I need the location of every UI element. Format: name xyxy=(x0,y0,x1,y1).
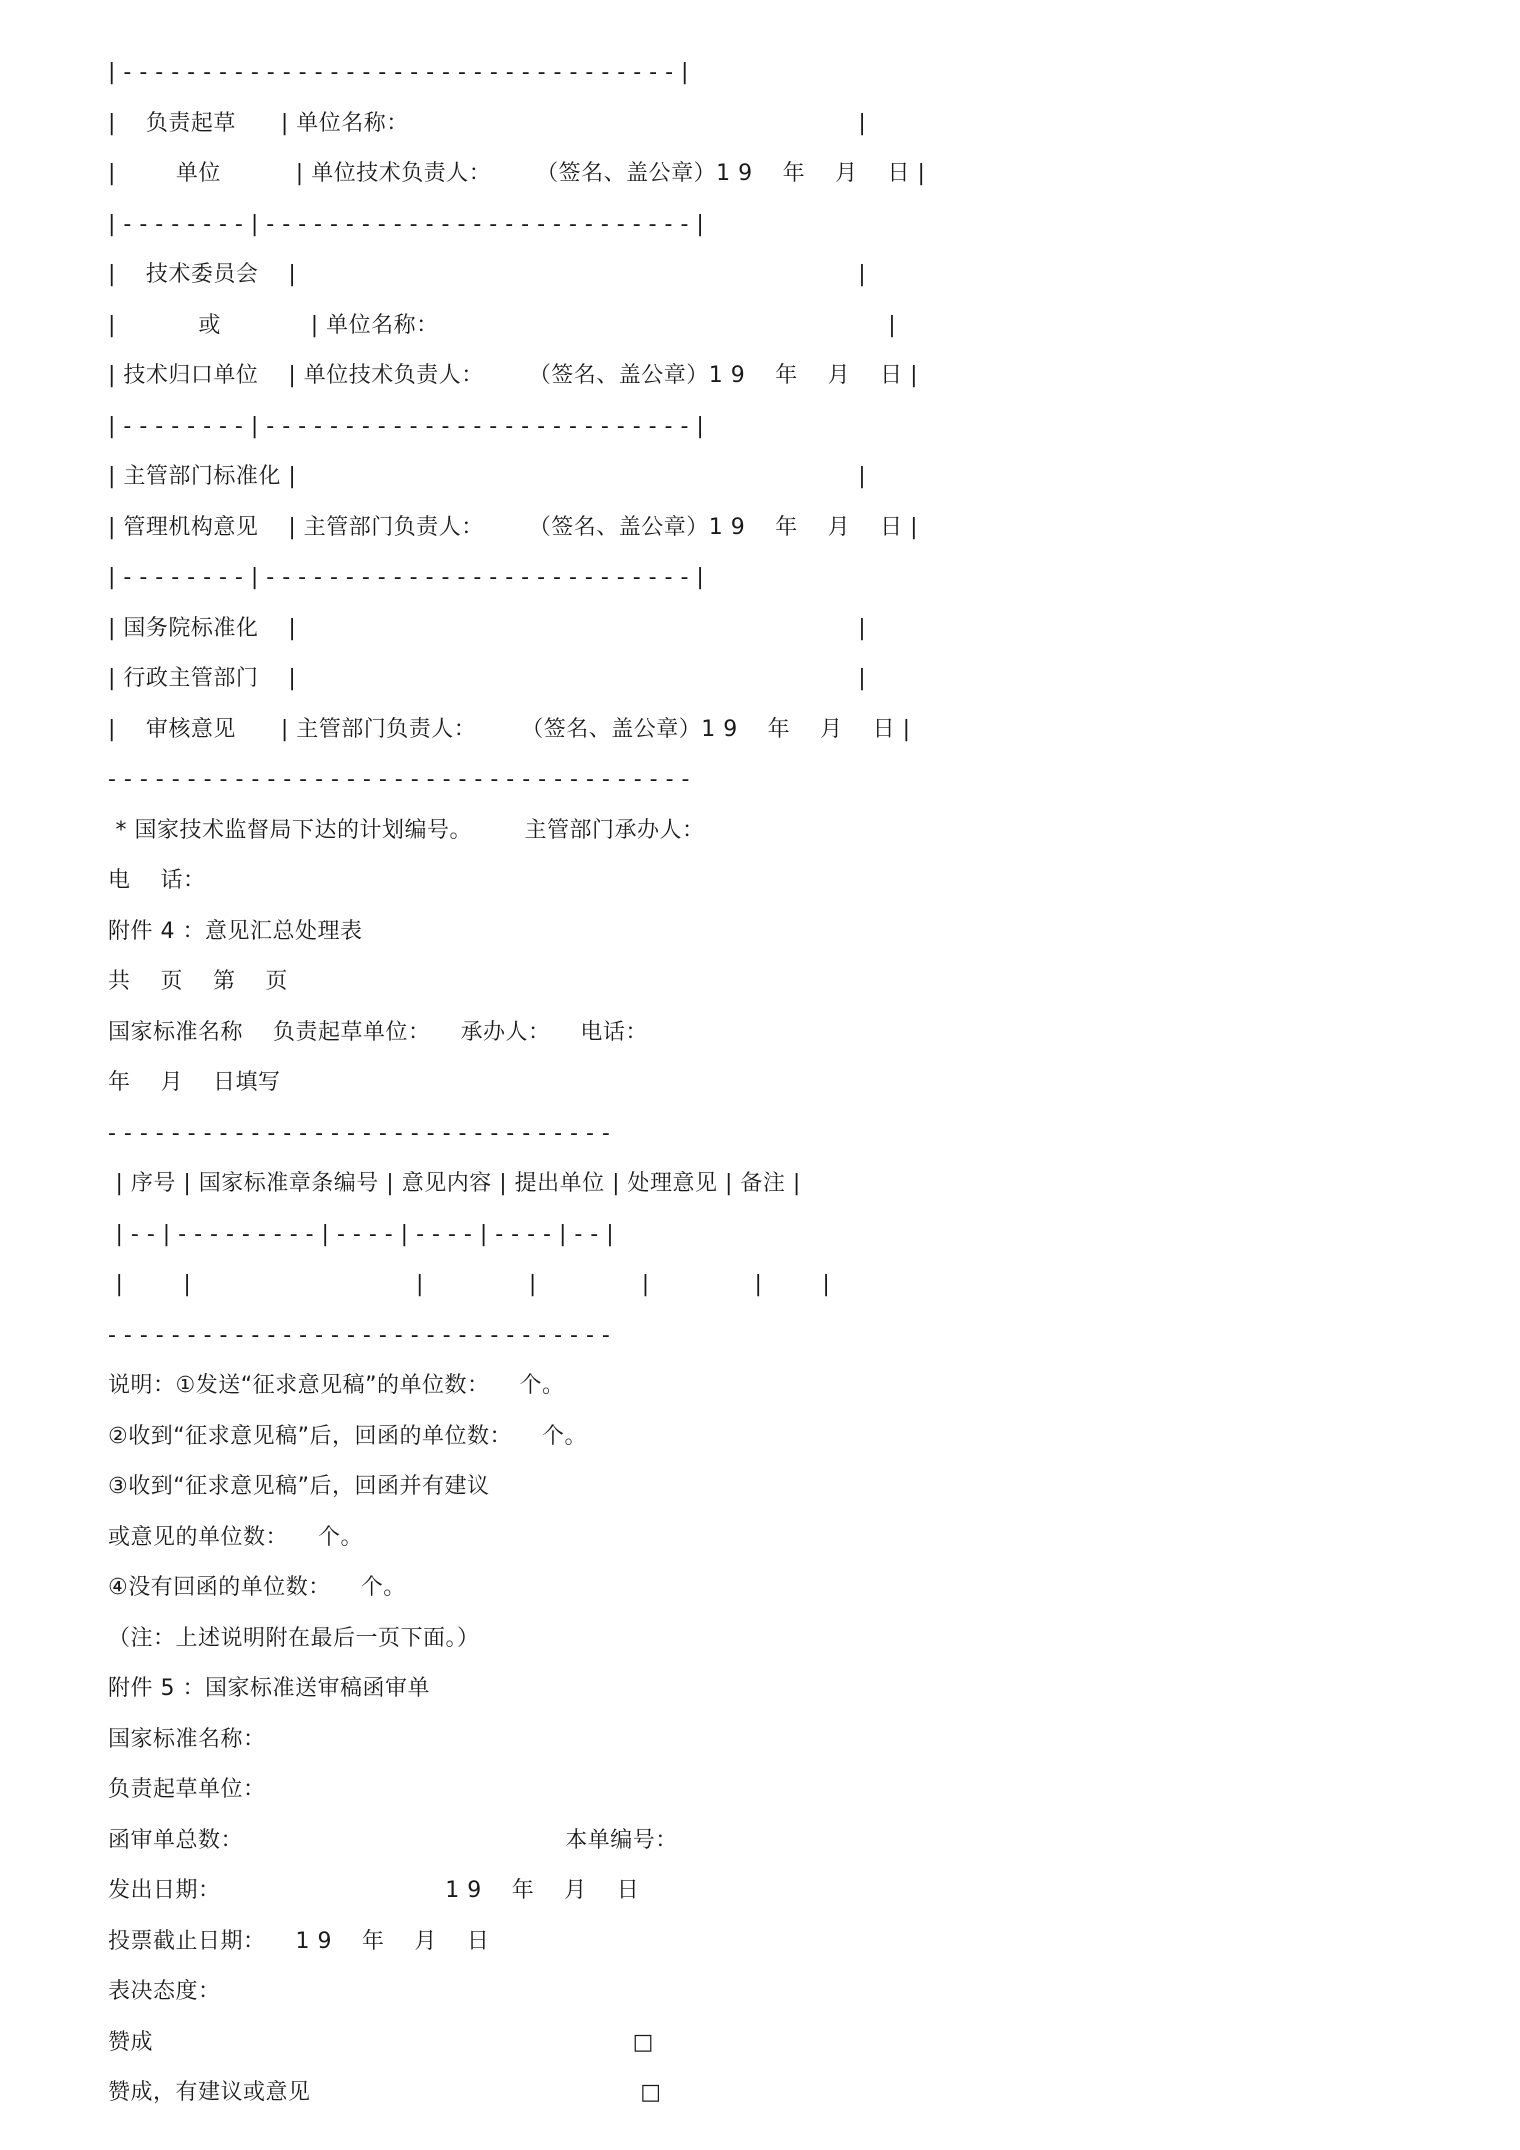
comment-table-border-top: - - - - - - - - - - - - - - - - - - - - - - - - - - - - - - - - xyxy=(108,1120,611,1146)
row-review-signature: | 审核意见 | 主管部门负责人： （签名、盖公章）1 9 年 月 日 | xyxy=(108,716,911,742)
vote-deadline-field: 投票截止日期： 1 9 年 月 日 xyxy=(108,1928,490,1954)
row-admin-dept: | 行政主管部门 | | xyxy=(108,666,867,691)
row-drafting-unit-signature: | 单位 | 单位技术负责人： （签名、盖公章）1 9 年 月 日 | xyxy=(108,161,926,186)
page-count-line: 共 页 第 页 xyxy=(108,969,288,994)
table-divider: | - - - - - - - - | - - - - - - - - - - - - - - - - - - - - - - - - - - - | xyxy=(108,211,705,237)
fill-date-line: 年 月 日填写 xyxy=(108,1070,281,1095)
comment-table-header: | 序号 | 国家标准章条编号 | 意见内容 | 提出单位 | 处理意见 | 备注 | xyxy=(108,1171,801,1196)
row-tech-committee-unit-name: | 或 | 单位名称： | xyxy=(108,312,897,338)
row-state-council: | 国务院标准化 | | xyxy=(108,615,867,641)
note-item-2: ②收到“征求意见稿”后，回函的单位数： 个。 xyxy=(108,1423,587,1449)
attachment-4-title: 附件 4 ：意见汇总处理表 xyxy=(108,918,363,944)
footnote-plan-number: * 国家技术监督局下达的计划编号。 主管部门承办人： xyxy=(108,817,705,843)
standard-name-field: 国家标准名称： xyxy=(108,1726,266,1752)
comment-table-border-bottom: - - - - - - - - - - - - - - - - - - - - - - - - - - - - - - - - xyxy=(108,1322,611,1348)
table-divider: | - - - - - - - - | - - - - - - - - - - - - - - - - - - - - - - - - - - - | xyxy=(108,413,705,439)
note-item-3: ③收到“征求意见稿”后，回函并有建议 xyxy=(108,1474,490,1499)
document-body xyxy=(108,48,1408,2119)
phone-line: 电 话： xyxy=(108,868,206,893)
vote-attitude-label: 表决态度： xyxy=(108,1979,221,2004)
comment-table-empty-row: | | | | | | | xyxy=(108,1272,831,1297)
note-item-4: ④没有回函的单位数： 个。 xyxy=(108,1575,406,1600)
note-remark: （注：上述说明附在最后一页下面。） xyxy=(108,1625,480,1651)
vote-option-approve-with-comments: 赞成，有建议或意见 □ xyxy=(108,2080,662,2105)
table-border-bottom: - - - - - - - - - - - - - - - - - - - - - - - - - - - - - - - - - - - - - xyxy=(108,767,690,792)
drafting-unit-field: 负责起草单位： xyxy=(108,1777,266,1802)
vote-option-approve: 赞成 □ xyxy=(108,2029,654,2055)
row-dept-standardization: | 主管部门标准化 | | xyxy=(108,464,867,489)
comment-table-divider: | - - | - - - - - - - - - | - - - - | - - - - | - - - - | - - | xyxy=(108,1221,615,1247)
note-item-3-cont: 或意见的单位数： 个。 xyxy=(108,1524,363,1550)
table-divider: | - - - - - - - - | - - - - - - - - - - - - - - - - - - - - - - - - - - - | xyxy=(108,565,705,590)
row-tech-committee: | 技术委员会 | | xyxy=(108,262,867,287)
note-item-1: 说明：①发送“征求意见稿”的单位数： 个。 xyxy=(108,1373,565,1398)
attachment-5-title: 附件 5 ：国家标准送审稿函审单 xyxy=(108,1676,430,1701)
issue-date-field: 发出日期： 1 9 年 月 日 xyxy=(108,1878,640,1903)
row-tech-committee-signature: | 技术归口单位 | 单位技术负责人： （签名、盖公章）1 9 年 月 日 | xyxy=(108,363,919,388)
row-drafting-unit-name: | 负责起草 | 单位名称： | xyxy=(108,110,867,136)
table-border-top: | - - - - - - - - - - - - - - - - - - - - - - - - - - - - - - - - - - - | xyxy=(108,60,689,85)
standard-info-line: 国家标准名称 负责起草单位： 承办人： 电话： xyxy=(108,1019,648,1045)
review-count-field: 函审单总数： 本单编号： xyxy=(108,1827,678,1853)
row-dept-management-signature: | 管理机构意见 | 主管部门负责人： （签名、盖公章）1 9 年 月 日 | xyxy=(108,514,919,540)
